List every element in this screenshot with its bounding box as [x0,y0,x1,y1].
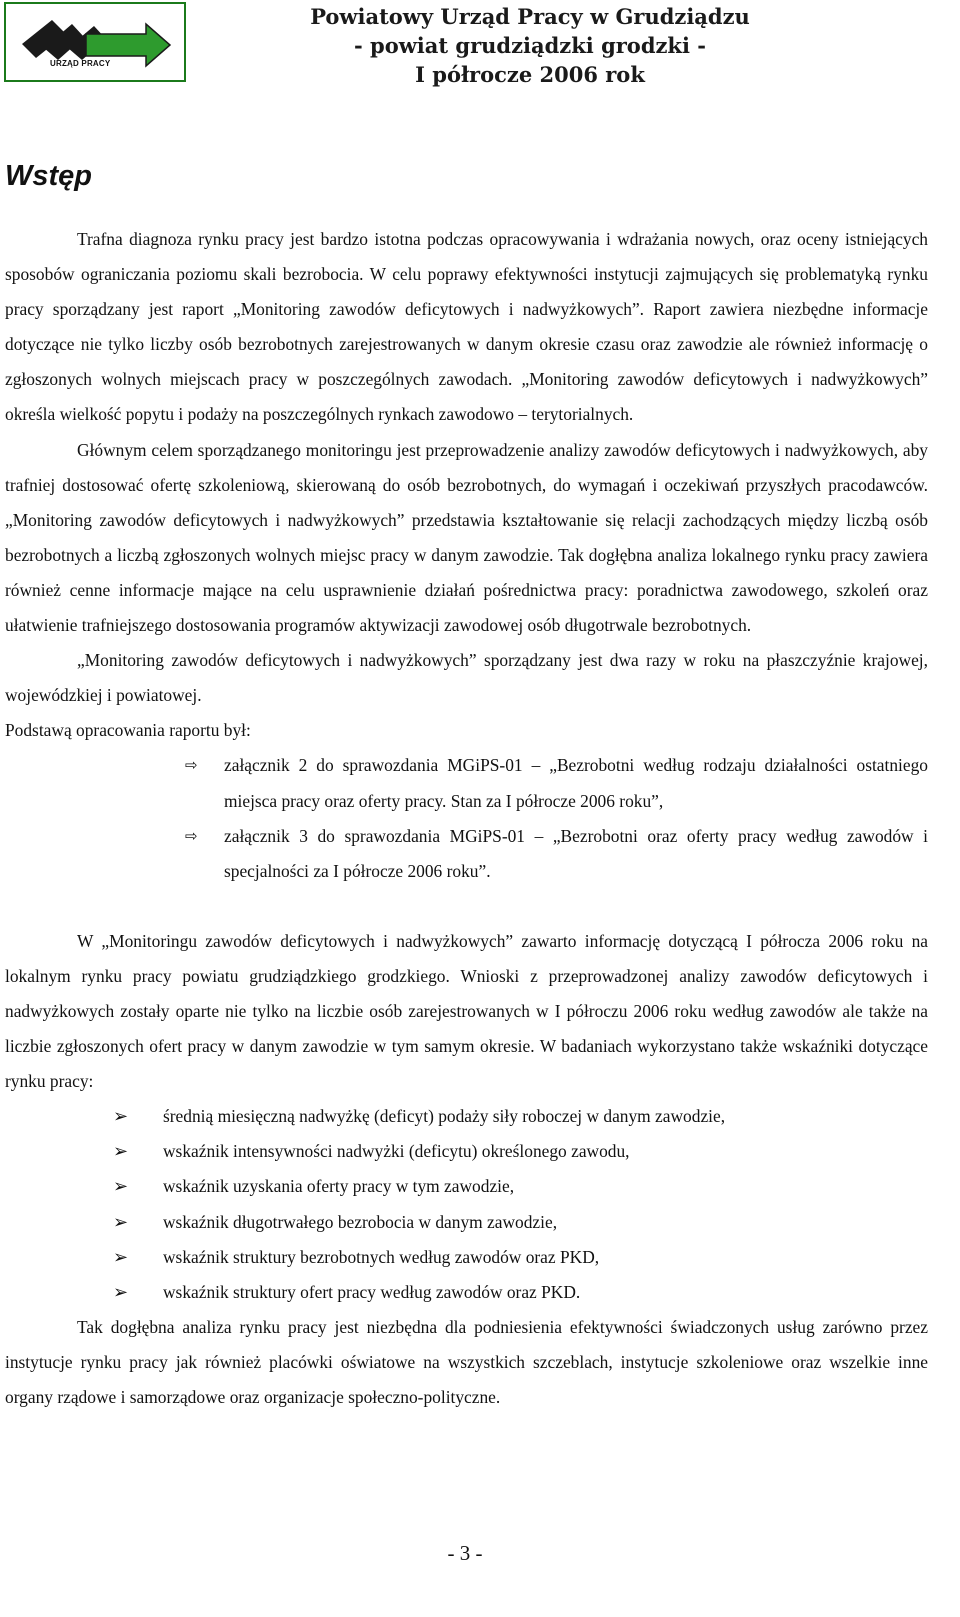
outline-arrow-icon: ⇨ [185,756,198,775]
indicator-text: wskaźnik uzyskania oferty pracy w tym zawodzie, [163,1176,515,1197]
chevron-bullet-icon: ➢ [113,1211,129,1233]
indicator-text: wskaźnik struktury bezrobotnych według zawodów oraz PKD, [163,1246,600,1267]
header-line-district: - powiat grudziądzki grodzki - [354,33,706,58]
document-header [290,2,770,89]
list-item [5,819,928,889]
indicator-text: wskaźnik intensywności nadwyżki (deficytu) określonego zawodu, [163,1141,630,1162]
list-item [5,748,928,818]
document-body [5,222,928,1415]
list-item [5,1099,928,1134]
paragraph-1: Trafna diagnoza rynku pracy jest bardzo istotna podczas opracowywania i wdrażania nowych, oraz oceny istniejących sposobów ograniczania poziomu skali bezrobocia. W celu poprawy efektywności instytucji zajmujących się problematyką rynku pracy sporządzany jest raport „Monitoring zawodów deficytowych i nadwyżkowych”. Raport zawiera niezbędne informacje dotyczące nie tylko liczby osób bezrobotnych zarejestrowanych w danym okresie czasu oraz zawodzie ale również informację o zgłoszonych wolnych miejscach pracy w poszczególnych zawodach. „Monitoring zawodów deficytowych i nadwyżkowych” określa wielkość popytu i podaży na poszczególnych rynkach zawodowo – terytorialnych. [5,229,928,425]
chevron-bullet-icon: ➢ [113,1281,129,1303]
sources-list [5,748,928,888]
paragraph-3: „Monitoring zawodów deficytowych i nadwyżkowych” sporządzany jest dwa razy w roku na płaszczyźnie krajowej, wojewódzkiej i powiatowej. [5,650,928,706]
paragraph-2: Głównym celem sporządzanego monitoringu jest przeprowadzenie analizy zawodów deficytowych i nadwyżkowych, aby trafniej dostosować ofertę szkoleniową, skierowaną do osób bezrobotnych, do wymagań i oczekiwań przyszłych pracodawców. „Monitoring zawodów deficytowych i nadwyżkowych” przedstawia kształtowanie się relacji zachodzących między liczbą osób bezrobotnych a liczbą zgłoszonych wolnych miejsc pracy w danym zawodzie. Tak dogłębna analiza lokalnego rynku pracy zawiera również cenne informacje mające na celu usprawnienie działań pośrednictwa pracy: poradnictwa zawodowego, szkoleń oraz ułatwienie trafniejszego dostosowania programów aktywizacji zawodowej osób długotrwale bezrobotnych. [5,439,928,636]
page-number: - 3 - [447,1541,483,1565]
paragraph-4: Podstawą opracowania raportu był: [5,720,251,741]
list-item [5,1134,928,1169]
chevron-bullet-icon: ➢ [113,1246,129,1268]
outline-arrow-icon: ⇨ [185,826,198,845]
chevron-bullet-icon: ➢ [113,1106,129,1128]
chevron-bullet-icon: ➢ [113,1141,129,1163]
urzad-pracy-logo [4,2,186,82]
list-item [5,1169,928,1204]
indicator-text: wskaźnik długotrwałego bezrobocia w danym zawodzie, [163,1211,558,1232]
source-text: załącznik 3 do sprawozdania MGiPS-01 – „Bezrobotni oraz oferty pracy według zawodów i specjalności za I półrocze 2006 roku”. [224,825,928,881]
logo-text: URZĄD PRACY [50,59,111,68]
chevron-bullet-icon: ➢ [113,1176,129,1198]
source-text: załącznik 2 do sprawozdania MGiPS-01 – „Bezrobotni według rodzaju działalności ostatniego miejsca pracy oraz oferty pracy. Stan za I półrocze 2006 roku”, [224,755,928,811]
list-item [5,1275,928,1310]
paragraph-6: Tak dogłębna analiza rynku pracy jest niezbędna dla podniesienia efektywności świadczonych usług zarówno przez instytucje rynku pracy jak również placówki oświatowe na wszystkich szczeblach, instytucje szkoleniowe oraz wszelkie inne organy rządowe i samorządowe oraz organizacje społeczno-polityczne. [5,1316,928,1407]
list-item [5,1240,928,1275]
header-line-period: I półrocze 2006 rok [415,62,645,87]
paragraph-5: W „Monitoringu zawodów deficytowych i nadwyżkowych” zawarto informację dotyczącą I półrocza 2006 roku na lokalnym rynku pracy powiatu grudziądzkiego grodzkiego. Wnioski z przeprowadzonej analizy zawodów deficytowych i nadwyżkowych zostały oparte nie tylko na liczbie osób zarejestrowanych w I półroczu 2006 roku według zawodów ale także na liczbie zgłoszonych ofert pracy w danym zawodzie w tym samym okresie. W badaniach wykorzystano także wskaźniki dotyczące rynku pracy: [5,930,928,1092]
indicator-text: średnią miesięczną nadwyżkę (deficyt) podaży siły roboczej w danym zawodzie, [163,1106,726,1127]
indicators-list [5,1099,928,1310]
logo-graphic [6,4,184,80]
indicator-text: wskaźnik struktury ofert pracy według zawodów oraz PKD. [163,1281,581,1302]
list-item [5,1205,928,1240]
section-heading: Wstęp [5,160,92,192]
header-line-office: Powiatowy Urząd Pracy w Grudziądzu [310,4,750,29]
